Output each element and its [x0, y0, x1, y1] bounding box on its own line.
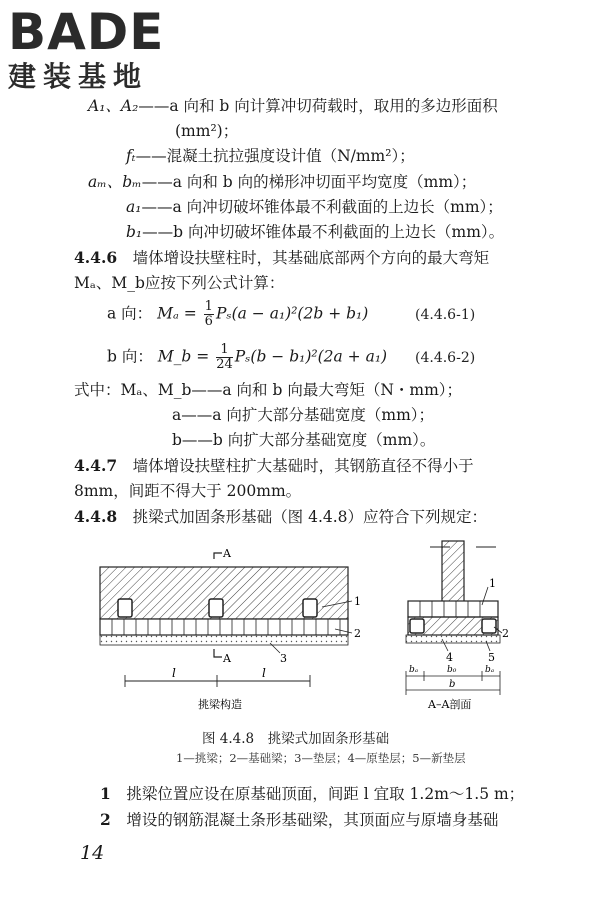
figure-legend: 1—挑梁；2—基础梁；3—垫层；4—原垫层；5—新垫层	[176, 751, 466, 765]
section-mark-label: A	[223, 652, 231, 665]
definition-text: a 向和 b 向的梯形冲切面平均宽度（mm）；	[172, 173, 477, 191]
callout-1: 1	[354, 595, 361, 608]
dim-l-label: l	[262, 666, 266, 680]
eq-label: a 向：	[107, 304, 153, 323]
dash: ——	[135, 147, 167, 165]
equation-number: (4.4.6-1)	[415, 307, 476, 323]
callout-3: 3	[280, 652, 287, 665]
item-text: 增设的钢筋混凝土条形基础梁，其顶面应与原墙身基础	[126, 811, 499, 829]
cantilever-opening	[118, 599, 132, 617]
symbol: a₁	[126, 198, 142, 216]
eq-fraction	[216, 343, 233, 372]
symbol: A₁、A₂	[88, 97, 139, 115]
figure-4-4-8	[90, 535, 530, 713]
cantilever-beam-section	[408, 601, 498, 617]
equation-number: (4.4.6-2)	[415, 350, 476, 366]
dash: ——	[142, 223, 174, 241]
clause-text: 挑梁式加固条形基础（图 4.4.8）应符合下列规定：	[132, 508, 488, 526]
definition-line: a——a 向扩大部分基础宽度（mm）；	[172, 406, 435, 424]
definition-line	[175, 121, 238, 141]
clause-4-4-6	[74, 248, 489, 268]
eq-fraction	[204, 300, 214, 329]
definition-text: a 向冲切破坏锥体最不利截面的上边长（mm）；	[172, 198, 503, 216]
eq-lhs: Mₐ =	[157, 304, 197, 323]
cantilever-opening	[303, 599, 317, 617]
eq-rhs: Pₛ(b − b₁)²(2a + a₁)	[234, 347, 388, 366]
figure-caption: 图 4.4.8 挑梁式加固条形基础	[202, 731, 390, 747]
symbol: aₘ、bₘ	[88, 173, 142, 191]
definition-line	[126, 222, 504, 242]
fraction-denominator: 6	[204, 314, 213, 329]
clause-number: 4.4.6	[74, 248, 118, 267]
fraction-numerator: 1	[204, 299, 213, 314]
dash: ——	[138, 97, 170, 115]
definition-line	[88, 96, 498, 116]
eq-lhs: M_b =	[157, 347, 210, 366]
dash: ——	[141, 173, 173, 191]
dim-b: b	[449, 679, 456, 690]
callout-1: 1	[489, 577, 496, 590]
section-mark-label: A	[223, 547, 231, 560]
list-item	[100, 810, 498, 830]
callout-5: 5	[488, 651, 495, 664]
definition-line	[88, 172, 476, 192]
callout-2: 2	[502, 627, 509, 640]
page-number: 14	[80, 842, 105, 864]
foundation-beam	[100, 619, 348, 635]
equation-4-4-6-2	[107, 343, 387, 372]
clause-text: Mₐ、M_b应按下列公式计算：	[74, 274, 285, 292]
symbol: b₁	[126, 223, 143, 241]
definition-text: 混凝土抗拉强度设计值（N/mm²）；	[166, 147, 415, 165]
item-text: 挑梁位置应设在原基础顶面，间距 l 宜取 1.2m～1.5 m；	[126, 785, 525, 803]
item-number: 1	[100, 784, 111, 803]
clause-number: 4.4.7	[74, 456, 118, 475]
symbol: fₜ	[126, 147, 136, 165]
fraction-denominator: 24	[216, 357, 233, 372]
brand-logo	[8, 3, 165, 94]
section-drawing	[406, 541, 509, 711]
callout-2: 2	[354, 627, 361, 640]
definition-text: (mm²)；	[175, 122, 239, 140]
clause-4-4-8	[74, 507, 487, 527]
definition-text: a 向和 b 向计算冲切荷载时，取用的多边形面积	[169, 97, 498, 115]
clause-4-4-7	[74, 456, 474, 476]
item-number: 2	[100, 810, 111, 829]
left-drawing-label: 挑梁构造	[198, 698, 242, 711]
wall-column	[442, 541, 464, 603]
dim-b0: b₀	[447, 665, 457, 675]
dim-l-label: l	[172, 666, 176, 680]
equation-4-4-6-1	[107, 300, 368, 329]
list-item	[100, 784, 524, 804]
clause-text: 墙体增设扶壁柱扩大基础时，其钢筋直径不得小于	[132, 457, 474, 475]
definition-line	[126, 197, 503, 217]
cushion-layer	[100, 635, 348, 645]
dimension-line	[125, 675, 310, 687]
section-mark-top	[214, 553, 222, 559]
callout-4: 4	[446, 651, 453, 664]
clause-number: 4.4.8	[74, 507, 118, 526]
cantilever-opening	[209, 599, 223, 617]
definition-line: 式中：Mₐ、M_b——a 向和 b 向最大弯矩（N・mm）；	[74, 381, 463, 399]
clause-4-4-6-cont	[74, 273, 284, 293]
right-drawing-label: A–A剖面	[428, 698, 472, 711]
clause-4-4-7-cont: 8mm，间距不得大于 200mm。	[74, 482, 302, 500]
dim-ba: bₐ	[485, 665, 495, 675]
dash: ——	[141, 198, 173, 216]
eq-label: b 向：	[107, 347, 153, 366]
dim-ba: bₐ	[409, 665, 419, 675]
eq-rhs: Pₛ(a − a₁)²(2b + b₁)	[215, 304, 369, 323]
definition-line	[126, 146, 415, 166]
logo-subtitle: 建装基地	[8, 60, 149, 93]
clause-text: 墙体增设扶壁柱时，其基础底部两个方向的最大弯矩	[132, 249, 490, 267]
fraction-numerator: 1	[216, 343, 233, 358]
definition-text: b 向冲切破坏锥体最不利截面的上边长（mm）。	[173, 223, 505, 241]
logo-word: BADE	[8, 3, 165, 61]
section-mark-bottom	[214, 649, 222, 657]
definition-line: b——b 向扩大部分基础宽度（mm）。	[172, 431, 436, 449]
beam-elevation-drawing	[100, 547, 361, 711]
